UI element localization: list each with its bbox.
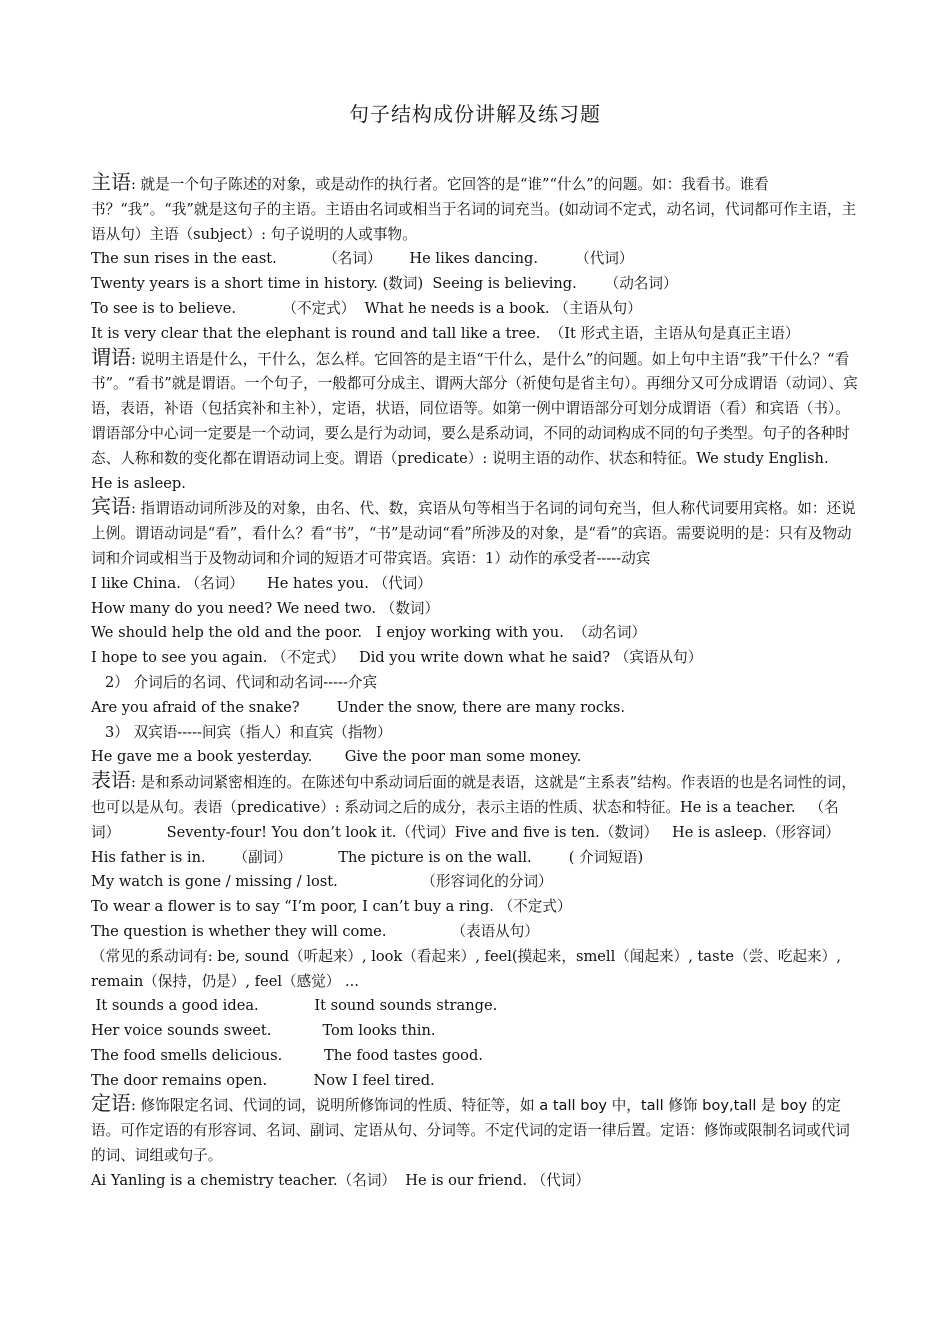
subject-example-1: The sun rises in the east. （名词） He likes dancing. （代词）: [91, 250, 634, 268]
attribute-example-1: Ai Yanling is a chemistry teacher.（名词） He is our friend. （代词）: [91, 1171, 590, 1189]
attribute-paragraph: [91, 1093, 863, 1168]
attribute-definition-c: 修饰: [663, 1097, 703, 1115]
subject-definition: : 就是一个句子陈述的对象，或是动作的执行者。它回答的是“谁”“什么”的问题。如：我看书。谁看书？“我”。“我”就是这句子的主语。主语由名词或相当于名词的词充当。(如动词不定式，动名词，代词都可作主语，主语从句）主语（subject）: 句子说明的人或事物。: [91, 176, 857, 243]
subject-example-4: It is very clear that the elephant is round and tall like a tree. （It 形式主语，主语从句是真正主语）: [91, 324, 800, 342]
linking-verbs-note: （常见的系动词有: be, sound（听起来）, look（看起来）, feel(摸起来，smell（闻起来）, taste（尝、吃起来）, remain（保持，仍是）, feel（感觉） ...: [91, 947, 846, 990]
predicate-paragraph: [91, 344, 871, 497]
predicative-example-1: His father is in. （副词） The picture is on the wall. ( 介词短语): [91, 848, 644, 866]
attribute-definition-d: 是: [756, 1097, 781, 1115]
object-example-3: We should help the old and the poor. I enjoy working with you. （动名词）: [91, 624, 647, 642]
attribute-definition-b: 中，: [607, 1097, 641, 1115]
attribute-label: 定语: [91, 1091, 131, 1116]
predicative-paragraph: [91, 770, 863, 845]
subject-label: 主语: [91, 170, 131, 194]
attribute-definition-a: : 修饰限定名词、代词的词，说明所修饰词的性质、特征等，如: [131, 1097, 540, 1115]
object-label: 宾语: [91, 494, 131, 519]
predicative-example-4: The question is whether they will come. （表语从句）: [91, 922, 539, 940]
document-body: [91, 170, 871, 1194]
predicate-label: 谓语: [91, 344, 131, 369]
object-subtype-3: 3） 双宾语-----间宾（指人）和直宾（指物）: [105, 723, 392, 741]
predicative-example-6: Her voice sounds sweet. Tom looks thin.: [91, 1022, 436, 1040]
predicative-example-7: The food smells delicious. The food tastes good.: [91, 1046, 483, 1064]
object-subtype-2: 2） 介词后的名词、代词和动名词-----介宾: [105, 673, 378, 691]
attribute-modifier-word: tall: [640, 1097, 664, 1115]
predicative-example-8: The door remains open. Now I feel tired.: [91, 1071, 435, 1089]
object-paragraph: [91, 496, 863, 571]
object-example-1: I like China. （名词） He hates you. （代词）: [91, 574, 432, 592]
subject-example-3: To see is to believe. （不定式） What he needs is a book. （主语从句）: [91, 299, 642, 317]
predicative-label: 表语: [91, 768, 131, 793]
predicate-definition: : 说明主语是什么，干什么，怎么样。它回答的是主语“干什么，是什么”的问题。如上句中主语“我”干什么？“看书”。“看书”就是谓语。一个句子，一般都可分成主、谓两大部分（祈使句是省主句）。再细分又可分成谓语（动词）、宾语，表语，补语（包括宾补和主补），定语，状语，同位语等。如第一例中谓语部分可划分成谓语（看）和宾语（书）。谓语部分中心词一定要是一个动词，要么是行为动词，要么是系动词，不同的动词构成不同的句子类型。句子的各种时态、人称和数的变化都在谓语动词上变。谓语（predicate）: 说明主语的动作、状态和特征。We study English. He is asleep.: [91, 350, 871, 492]
predicative-definition: : 是和系动词紧密相连的。在陈述句中系动词后面的就是表语，这就是“主系表”结构。作表语的也是名词性的词，也可以是从句。表语（predicative）: 系动词之后的成分，表示主语的性质、状态和特征。He is a teacher. （名词） Seventy-four! You don’t look it.（代词）Five and five is ten.（数词） He is asleep.（形容词）: [91, 774, 856, 841]
attribute-definition-e: 的定语。可作定语的有形容词、名词、副词、定语从句、分词等。不定代词的定语一律后置。定语：修饰或限制名词或代词的词、词组或句子。: [91, 1097, 850, 1165]
object-example-2: How many do you need? We need two. （数词）: [91, 599, 440, 617]
attribute-example-phrase: a tall boy: [539, 1097, 608, 1115]
object-example-5: Are you afraid of the snake? Under the snow, there are many rocks.: [91, 698, 626, 716]
object-definition: : 指谓语动词所涉及的对象，由名、代、数，宾语从句等相当于名词的词句充当，但人称代词要用宾格。如：还说上例。谓语动词是“看”，看什么？看“书”，“书”是动词“看”所涉及的对象，是“看”的宾语。需要说明的是：只有及物动词和介词或相当于及物动词和介词的短语才可带宾语。宾语：1）动作的承受者-----动宾: [91, 500, 856, 567]
object-example-6: He gave me a book yesterday. Give the poor man some money.: [91, 748, 582, 766]
object-example-4: I hope to see you again. （不定式） Did you write down what he said? （宾语从句）: [91, 649, 703, 667]
predicative-example-3: To wear a flower is to say “I’m poor, I can’t buy a ring. （不定式）: [91, 898, 572, 916]
attribute-head-word: boy: [780, 1097, 808, 1115]
predicative-example-5: It sounds a good idea. It sound sounds strange.: [91, 997, 498, 1015]
attribute-modified-pair: boy,tall: [702, 1097, 757, 1115]
subject-example-2: Twenty years is a short time in history. (数词) Seeing is believing. （动名词）: [91, 275, 678, 293]
document-title: 句子结构成份讲解及练习题: [349, 102, 601, 126]
predicative-example-2: My watch is gone / missing / lost. （形容词化的分词）: [91, 873, 553, 891]
subject-paragraph: [91, 172, 863, 247]
